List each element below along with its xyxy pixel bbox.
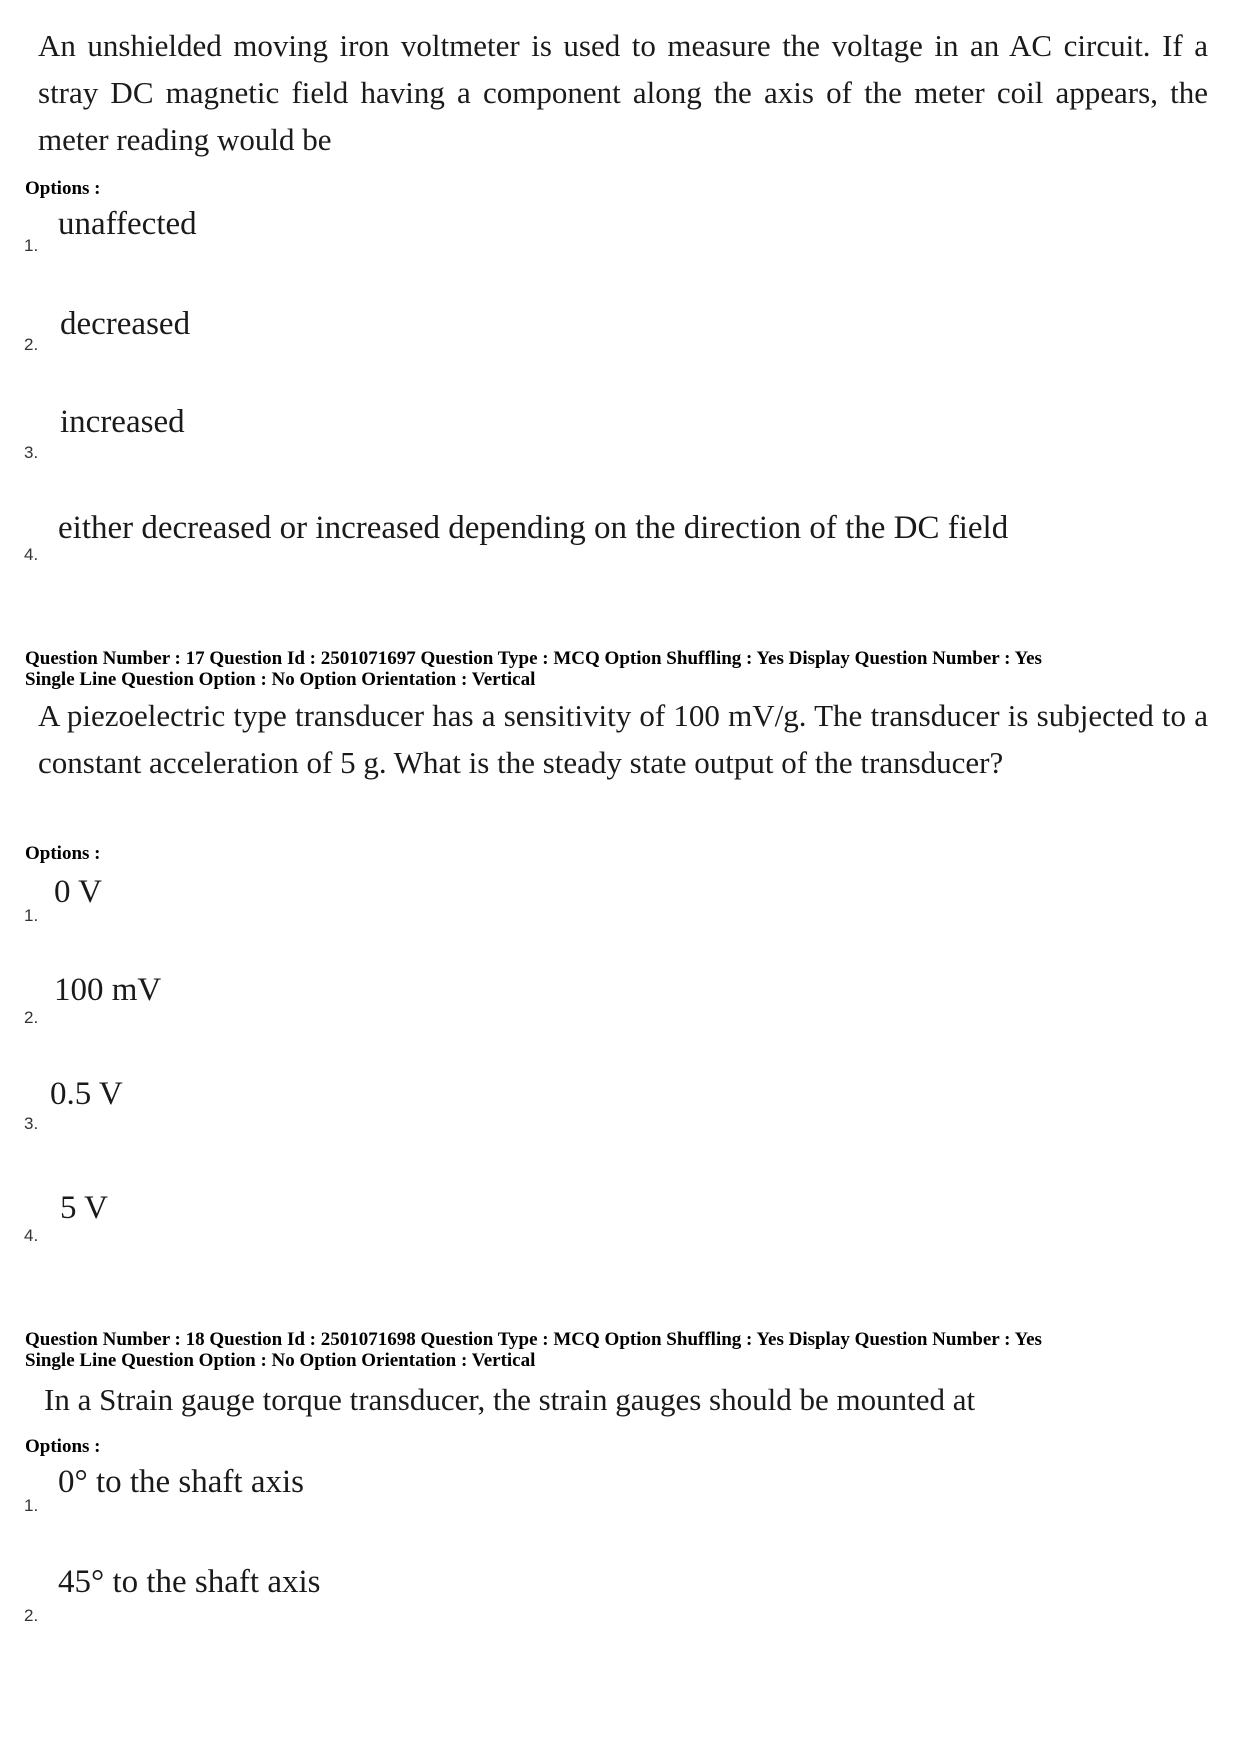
question-17-option-1-text[interactable]: 0 V: [54, 874, 102, 910]
question-16-text: An unshielded moving iron voltmeter is used to measure the voltage in an AC circuit. If a stray DC magnetic field having a component along the axis of the meter coil appears, the meter reading would be: [38, 28, 1208, 157]
question-17-option-3-number: 3.: [24, 1114, 39, 1133]
question-18-options-label: Options :: [25, 1436, 101, 1457]
question-17-option-2-number: 2.: [24, 1008, 39, 1027]
question-17-meta-line-2: Single Line Question Option : No Option Orientation : Vertical: [25, 669, 536, 690]
question-17-option-1-number: 1.: [24, 906, 39, 925]
question-16-option-4-number: 4.: [24, 545, 39, 564]
question-18-option-2-text[interactable]: 45° to the shaft axis: [58, 1564, 321, 1600]
question-16-options-label: Options :: [25, 178, 101, 199]
question-18-option-2-number: 2.: [24, 1606, 39, 1625]
question-17-option-4-number: 4.: [24, 1226, 39, 1245]
question-16-option-1-number: 1.: [24, 236, 39, 255]
question-16-option-3-text[interactable]: increased: [60, 404, 185, 440]
question-18-meta-line-2: Single Line Question Option : No Option Orientation : Vertical: [25, 1350, 536, 1371]
question-16-option-1-text[interactable]: unaffected: [58, 206, 197, 242]
question-18-option-1-text[interactable]: 0° to the shaft axis: [58, 1464, 304, 1500]
question-18-text: In a Strain gauge torque transducer, the strain gauges should be mounted at: [44, 1382, 976, 1417]
question-18-meta-line-1: Question Number : 18 Question Id : 2501071698 Question Type : MCQ Option Shuffling : Yes Display Question Number : Yes: [25, 1329, 1042, 1350]
question-17-options-label: Options :: [25, 843, 101, 864]
question-17-meta-line-1: Question Number : 17 Question Id : 2501071697 Question Type : MCQ Option Shuffling : Yes Display Question Number : Yes: [25, 648, 1042, 669]
question-17-option-2-text[interactable]: 100 mV: [54, 972, 162, 1008]
question-16-option-4-text[interactable]: either decreased or increased depending on the direction of the DC field: [58, 510, 1009, 546]
question-16-option-2-number: 2.: [24, 335, 39, 354]
question-16-option-3-number: 3.: [24, 443, 39, 462]
question-17-option-4-text[interactable]: 5 V: [60, 1190, 108, 1226]
question-17-option-3-text[interactable]: 0.5 V: [50, 1076, 123, 1112]
question-16-option-2-text[interactable]: decreased: [60, 306, 191, 342]
question-17-text: A piezoelectric type transducer has a sensitivity of 100 mV/g. The transducer is subjected to a constant acceleration of 5 g. What is the steady state output of the transducer?: [38, 698, 1208, 780]
question-18-option-1-number: 1.: [24, 1496, 39, 1515]
